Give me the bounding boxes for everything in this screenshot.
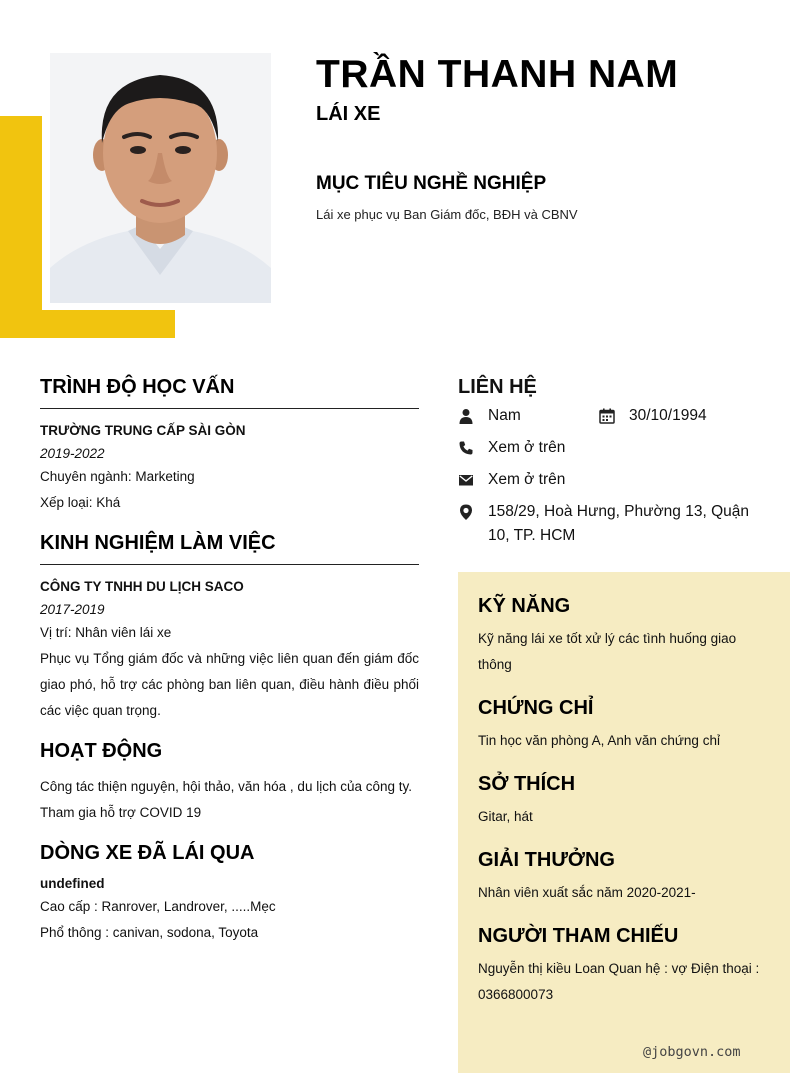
activities-line-2: Tham gia hỗ trợ COVID 19 bbox=[40, 805, 202, 820]
accent-bar-vertical bbox=[0, 116, 42, 338]
references-text: Nguyễn thị kiều Loan Quan hệ : vợ Điện thoại : 0366800073 bbox=[478, 961, 760, 1002]
objective-text: Lái xe phục vụ Ban Giám đốc, BĐH và CBNV bbox=[316, 207, 578, 222]
contact-phone-text: Xem ở trên bbox=[488, 439, 566, 456]
mail-icon bbox=[458, 472, 474, 488]
education-period: 2019-2022 bbox=[40, 446, 105, 461]
references-heading: NGƯỜI THAM CHIẾU bbox=[478, 925, 679, 947]
activities-line-1: Công tác thiện nguyện, hội thảo, văn hóa , du lịch của công ty. bbox=[40, 779, 413, 794]
hobbies-text: Gitar, hát bbox=[478, 809, 533, 824]
experience-heading: KINH NGHIỆM LÀM VIỆC bbox=[40, 532, 276, 554]
contact-gender-text: Nam bbox=[488, 407, 521, 424]
experience-description: Phục vụ Tổng giám đốc và những việc liên quan đến giám đốc giao phó, hỗ trợ các phòng ban liên quan, điều hành điều phối các việc quan trọng. bbox=[40, 651, 419, 718]
contact-birthday bbox=[599, 404, 707, 428]
candidate-name: TRẦN THANH NAM bbox=[316, 53, 679, 96]
skills-text: Kỹ năng lái xe tốt xử lý các tình huống giao thông bbox=[478, 631, 737, 672]
contact-email bbox=[458, 468, 565, 492]
accent-bar-horizontal bbox=[0, 310, 175, 338]
education-heading: TRÌNH ĐỘ HỌC VẤN bbox=[40, 376, 235, 398]
phone-icon bbox=[458, 440, 474, 456]
contact-heading: LIÊN HỆ bbox=[458, 376, 537, 398]
certificates-text: Tin học văn phòng A, Anh văn chứng chỉ bbox=[478, 733, 720, 748]
activities-section bbox=[40, 738, 419, 826]
vehicles-section bbox=[40, 840, 419, 946]
activities-heading: HOẠT ĐỘNG bbox=[40, 740, 163, 762]
awards-text: Nhân viên xuất sắc năm 2020-2021- bbox=[478, 885, 696, 900]
education-rank: Xếp loại: Khá bbox=[40, 495, 121, 510]
calendar-icon bbox=[599, 408, 615, 424]
contact-gender bbox=[458, 404, 521, 428]
left-column bbox=[40, 374, 419, 946]
watermark: @jobgovn.com bbox=[643, 1044, 741, 1060]
certificates-heading: CHỨNG CHỈ bbox=[478, 697, 594, 719]
education-section bbox=[40, 374, 419, 516]
skills-heading: KỸ NĂNG bbox=[478, 595, 571, 617]
contact-birthday-text: 30/10/1994 bbox=[629, 407, 707, 424]
vehicles-line-1: Cao cấp : Ranrover, Landrover, .....Mẹc bbox=[40, 899, 276, 914]
vehicles-line-2: Phổ thông : canivan, sodona, Toyota bbox=[40, 925, 259, 940]
education-school: TRƯỜNG TRUNG CẤP SÀI GÒN bbox=[40, 423, 246, 438]
contact-address bbox=[458, 500, 768, 548]
experience-position: Vị trí: Nhân viên lái xe bbox=[40, 625, 172, 640]
education-major: Chuyên ngành: Marketing bbox=[40, 469, 195, 484]
hobbies-heading: SỞ THÍCH bbox=[478, 773, 576, 795]
location-icon bbox=[458, 504, 474, 520]
experience-divider bbox=[40, 564, 419, 565]
experience-period: 2017-2019 bbox=[40, 602, 105, 617]
experience-section bbox=[40, 530, 419, 724]
person-icon bbox=[458, 408, 474, 424]
contact-address-text: 158/29, Hoà Hưng, Phường 13, Quận 10, TP. HCM bbox=[488, 503, 750, 544]
contact-phone bbox=[458, 436, 565, 460]
objective-heading: MỤC TIÊU NGHỀ NGHIỆP bbox=[316, 173, 547, 194]
profile-photo bbox=[50, 53, 271, 303]
vehicles-heading: DÒNG XE ĐÃ LÁI QUA bbox=[40, 842, 255, 864]
job-title: LÁI XE bbox=[316, 103, 381, 125]
awards-heading: GIẢI THƯỞNG bbox=[478, 849, 615, 871]
vehicles-subtitle: undefined bbox=[40, 876, 105, 891]
contact-email-text: Xem ở trên bbox=[488, 471, 566, 488]
education-divider bbox=[40, 408, 419, 409]
experience-company: CÔNG TY TNHH DU LỊCH SACO bbox=[40, 579, 244, 594]
